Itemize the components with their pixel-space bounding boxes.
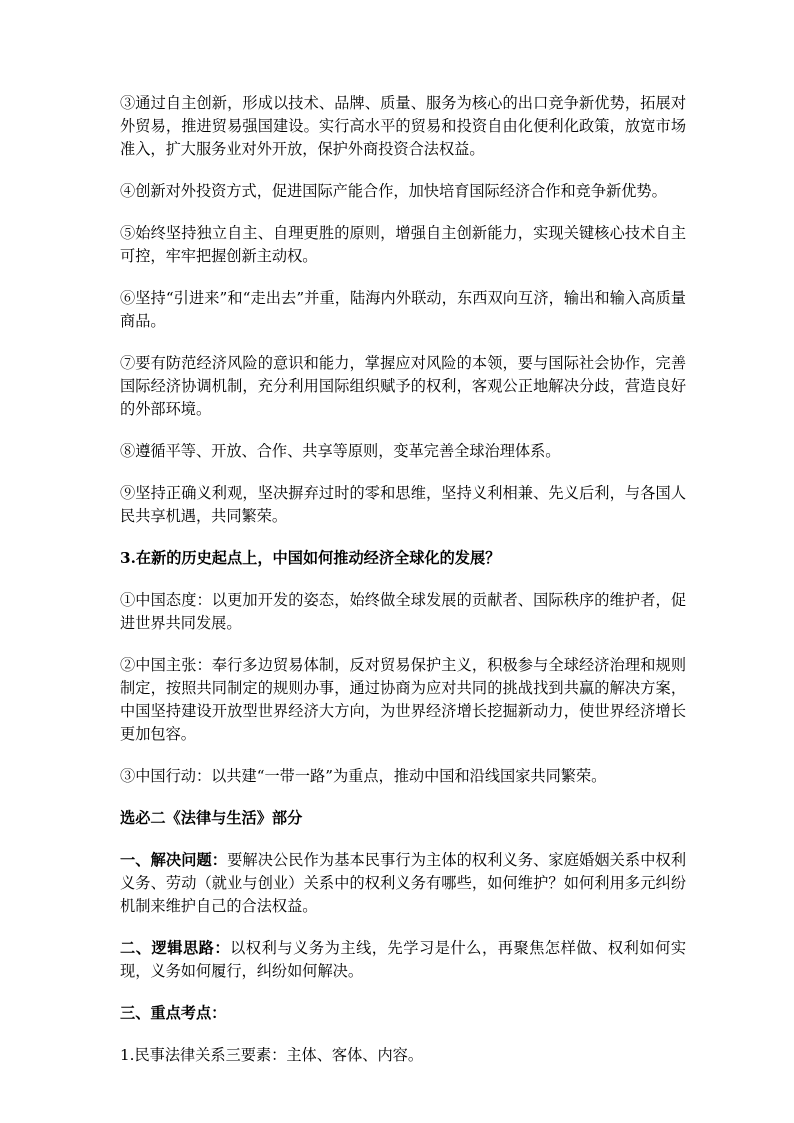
paragraph-item-5: ⑤始终坚持独立自主、自理更胜的原则，增强自主创新能力，实现关键核心技术自主可控，牢牢把握创新主动权。: [120, 224, 686, 265]
china-action-paragraph: ③中国行动：以共建“一带一路”为重点，推动中国和沿线国家共同繁荣。: [120, 767, 607, 785]
paragraph-item-6: ⑥坚持“引进来”和“走出去”并重，陆海内外联动，东西双向互济，输出和输入高质量商品。: [120, 289, 686, 330]
china-attitude-paragraph: ①中国态度：以更加开发的姿态，始终做全球发展的贡献者、国际秩序的维护者，促进世界共同发展。: [120, 591, 686, 632]
document-page: [120, 92, 686, 1086]
solve-problem-text: 要解决公民作为基本民事行为主体的权利义务、家庭婚姻关系中权利义务、劳动（就业与创业）关系中的权利义务有哪些，如何维护？如何利用多元纠纷机制来维护自己的合法权益。: [120, 851, 687, 915]
paragraph-item-4: ④创新对外投资方式，促进国际产能合作，加快培育国际经济合作和竞争新优势。: [120, 182, 667, 200]
section-question-heading: 3.在新的历史起点上，中国如何推动经济全球化的发展？: [120, 549, 501, 567]
part-heading: 选必二《法律与生活》部分: [120, 809, 303, 827]
key-points-heading: 三、重点考点：: [120, 1004, 227, 1022]
paragraph-item-3: ③通过自主创新，形成以技术、品牌、质量、服务为核心的出口竞争新优势，拓展对外贸易，推进贸易强国建设。实行高水平的贸易和投资自由化便利化政策，放宽市场准入，扩大服务业对外开放，保护外商投资合法权益。: [120, 94, 686, 158]
logic-lead: 二、逻辑思路：: [120, 939, 231, 957]
paragraph-item-7: ⑦要有防范经济风险的意识和能力，掌握应对风险的本领，要与国际社会协作，完善国际经济协调机制，充分利用国际组织赋予的权利，客观公正地解决分歧，营造良好的外部环境。: [120, 354, 686, 418]
paragraph-item-8: ⑧遵循平等、开放、合作、共享等原则，变革完善全球治理体系。: [120, 442, 561, 460]
solve-problem-lead: 一、解决问题：: [120, 851, 228, 869]
key-point-item-1: 1.民事法律关系三要素：主体、客体、内容。: [120, 1046, 424, 1064]
logic-paragraph: [120, 937, 686, 983]
solve-problem-paragraph: [120, 849, 686, 918]
logic-text: 以权利与义务为主线，先学习是什么，再聚焦怎样做、权利如何实现，义务如何履行，纠纷如何解决。: [120, 939, 687, 980]
paragraph-item-9: ⑨坚持正确义利观，坚决摒弃过时的零和思维，坚持义利相兼、先义后利，与各国人民共享机遇，共同繁荣。: [120, 484, 686, 525]
china-proposition-paragraph: ②中国主张：奉行多边贸易体制，反对贸易保护主义，积极参与全球经济治理和规则制定，按照共同制定的规则办事，通过协商为应对共同的挑战找到共赢的解决方案，中国坚持建设开放型世界经济大方向，为世界经济增长挖掘新动力，使世界经济增长更加包容。: [120, 656, 686, 743]
